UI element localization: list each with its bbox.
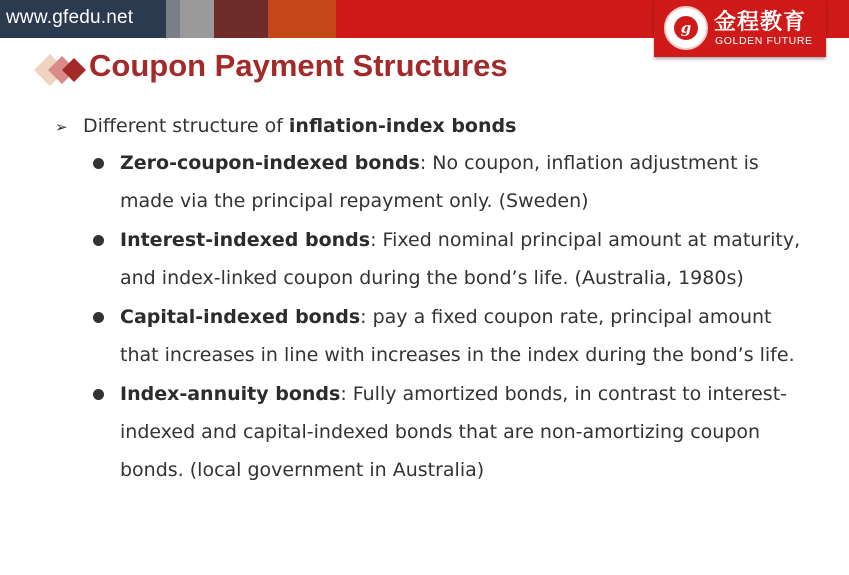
- arrow-bullet-icon: ➢: [55, 118, 68, 136]
- bullet-dot-icon: [93, 235, 104, 246]
- bullet-dot-icon: [93, 158, 104, 169]
- list-item: [93, 221, 813, 297]
- section-intro-text: Different structure of: [83, 115, 289, 137]
- color-band: [180, 0, 214, 38]
- logo-emblem-icon: g: [664, 6, 708, 50]
- list-item: [93, 375, 813, 489]
- bond-description: : pay a fixed coupon rate, principal amount that increases in line with increases in the index during the bond’s life.: [120, 306, 795, 366]
- list-item: [93, 144, 813, 220]
- logo-english-name: GOLDEN FUTURE: [715, 35, 813, 47]
- bullet-dot-icon: [93, 389, 104, 400]
- bond-term: Capital-indexed bonds: [120, 306, 361, 328]
- color-band: [268, 0, 336, 38]
- list-item: [93, 298, 813, 374]
- bond-term: Index-annuity bonds: [120, 383, 341, 405]
- bullet-dot-icon: [93, 312, 104, 323]
- bond-description: : Fixed nominal principal amount at maturity, and index-linked coupon during the bond’s life. (Australia, 1980s): [120, 229, 801, 289]
- bond-term: Zero-coupon-indexed bonds: [120, 152, 420, 174]
- section-intro-bold: inflation-index bonds: [288, 115, 517, 137]
- bond-term: Interest-indexed bonds: [120, 229, 371, 251]
- slide-title: Coupon Payment Structures: [89, 48, 508, 83]
- color-band: [166, 0, 180, 38]
- bond-description: : Fully amortized bonds, in contrast to interest-indexed and capital-indexed bonds that are non-amortizing coupon bonds. (local government in Australia): [120, 383, 787, 481]
- title-diamonds-icon: [20, 50, 92, 90]
- section-heading: [55, 115, 516, 137]
- color-band: [214, 0, 268, 38]
- bond-description: : No coupon, inflation adjustment is made via the principal repayment only. (Sweden): [120, 152, 759, 212]
- url-band: [0, 0, 166, 38]
- logo-chinese-name: 金程教育: [714, 10, 807, 35]
- golden-future-logo: [654, 0, 826, 57]
- site-url[interactable]: www.gfedu.net: [6, 7, 134, 28]
